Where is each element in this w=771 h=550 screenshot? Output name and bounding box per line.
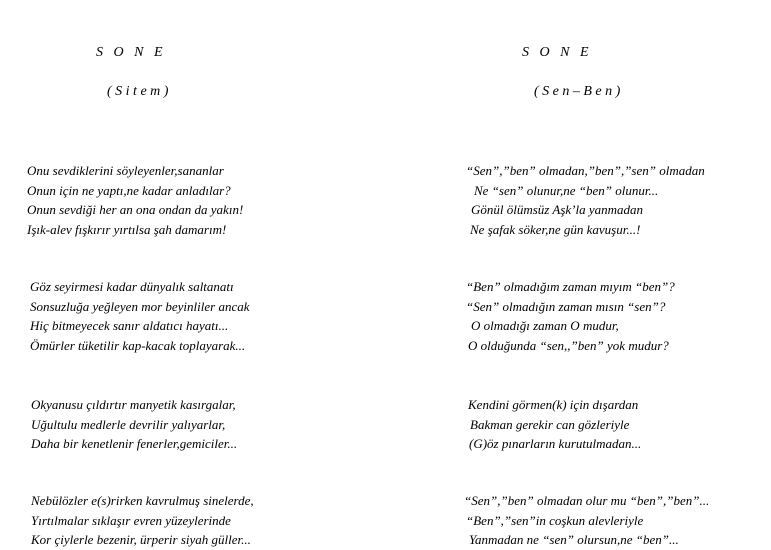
right-stanza-1 [466, 161, 705, 239]
left-stanza-2-line-1: Göz seyirmesi kadar dünyalık saltanatı [30, 279, 234, 294]
left-stanza-1 [27, 161, 243, 239]
left-stanza-4-line-1: Nebülözler e(s)rirken kavrulmuş sinelerde, [31, 493, 254, 508]
right-stanza-2-line-4: O olduğunda “sen,,”ben” yok mudur? [468, 337, 669, 353]
left-stanza-1-line-3: Onun sevdiği her an ona ondan da yakın! [27, 202, 244, 217]
right-stanza-1-line-4: Ne şafak söker,ne gün kavuşur...! [470, 221, 641, 237]
right-stanza-2 [466, 277, 675, 355]
right-stanza-4 [464, 491, 709, 550]
right-stanza-2-line-2: “Sen” olmadığın zaman mısın “sen”? [466, 298, 666, 314]
right-stanza-4-line-2: “Ben”,”sen”in coşkun alevleriyle [466, 512, 644, 528]
left-stanza-1-line-4: Işık-alev fışkırır yırtılsa şah damarım! [27, 221, 227, 237]
right-stanza-3-line-3: (G)öz pınarların kurutulmadan... [469, 436, 642, 451]
right-stanza-3 [468, 395, 641, 454]
right-stanza-4-line-1: “Sen”,”ben” olmadan olur mu “ben”,”ben”... [464, 493, 710, 508]
right-stanza-2-line-1: “Ben” olmadığım zaman mıyım “ben”? [466, 279, 675, 294]
left-stanza-4 [31, 491, 254, 550]
left-stanza-1-line-1: Onu sevdiklerini söyleyenler,sananlar [27, 163, 224, 178]
left-stanza-2-line-4: Ömürler tüketilir kap-kacak toplayarak... [30, 337, 246, 353]
left-stanza-4-line-3: Kor çiylerle bezenir, ürperir siyah güller... [31, 532, 251, 547]
right-stanza-4-line-3: Yanmadan ne “sen” olursun,ne “ben”... [469, 532, 679, 547]
left-stanza-3-line-1: Okyanusu çıldırtır manyetik kasırgalar, [31, 397, 236, 412]
right-stanza-3-line-1: Kendini görmen(k) için dışardan [468, 397, 639, 412]
left-stanza-3-line-3: Daha bir kenetlenir fenerler,gemiciler... [31, 436, 238, 451]
left-poem-title: S O N E [96, 45, 163, 60]
left-stanza-1-line-2: Onun için ne yaptı,ne kadar anladılar? [27, 182, 231, 198]
left-stanza-3-line-2: Uğultulu medlerle devrilir yalıyarlar, [31, 416, 226, 432]
right-stanza-1-line-1: “Sen”,”ben” olmadan,”ben”,”sen” olmadan [466, 163, 705, 178]
left-stanza-2 [30, 277, 250, 355]
left-stanza-3 [31, 395, 237, 454]
right-poem-subtitle: ( S e n – B e n ) [534, 84, 621, 99]
right-stanza-3-line-2: Bakman gerekir can gözleriyle [470, 416, 630, 432]
right-stanza-2-line-3: O olmadığı zaman O mudur, [471, 318, 619, 333]
right-poem-title: S O N E [522, 45, 589, 60]
left-stanza-2-line-3: Hiç bitmeyecek sanır aldatıcı hayatı... [30, 318, 229, 333]
right-stanza-1-line-2: Ne “sen” olunur,ne “ben” olunur... [474, 182, 659, 198]
right-stanza-1-line-3: Gönül ölümsüz Aşk’la yanmadan [471, 202, 644, 217]
left-poem-subtitle: ( S i t e m ) [107, 84, 169, 99]
left-stanza-2-line-2: Sonsuzluğa yeğleyen mor beyinliler ancak [30, 298, 250, 314]
left-stanza-4-line-2: Yırtılmalar sıklaşır evren yüzeylerinde [31, 512, 231, 528]
